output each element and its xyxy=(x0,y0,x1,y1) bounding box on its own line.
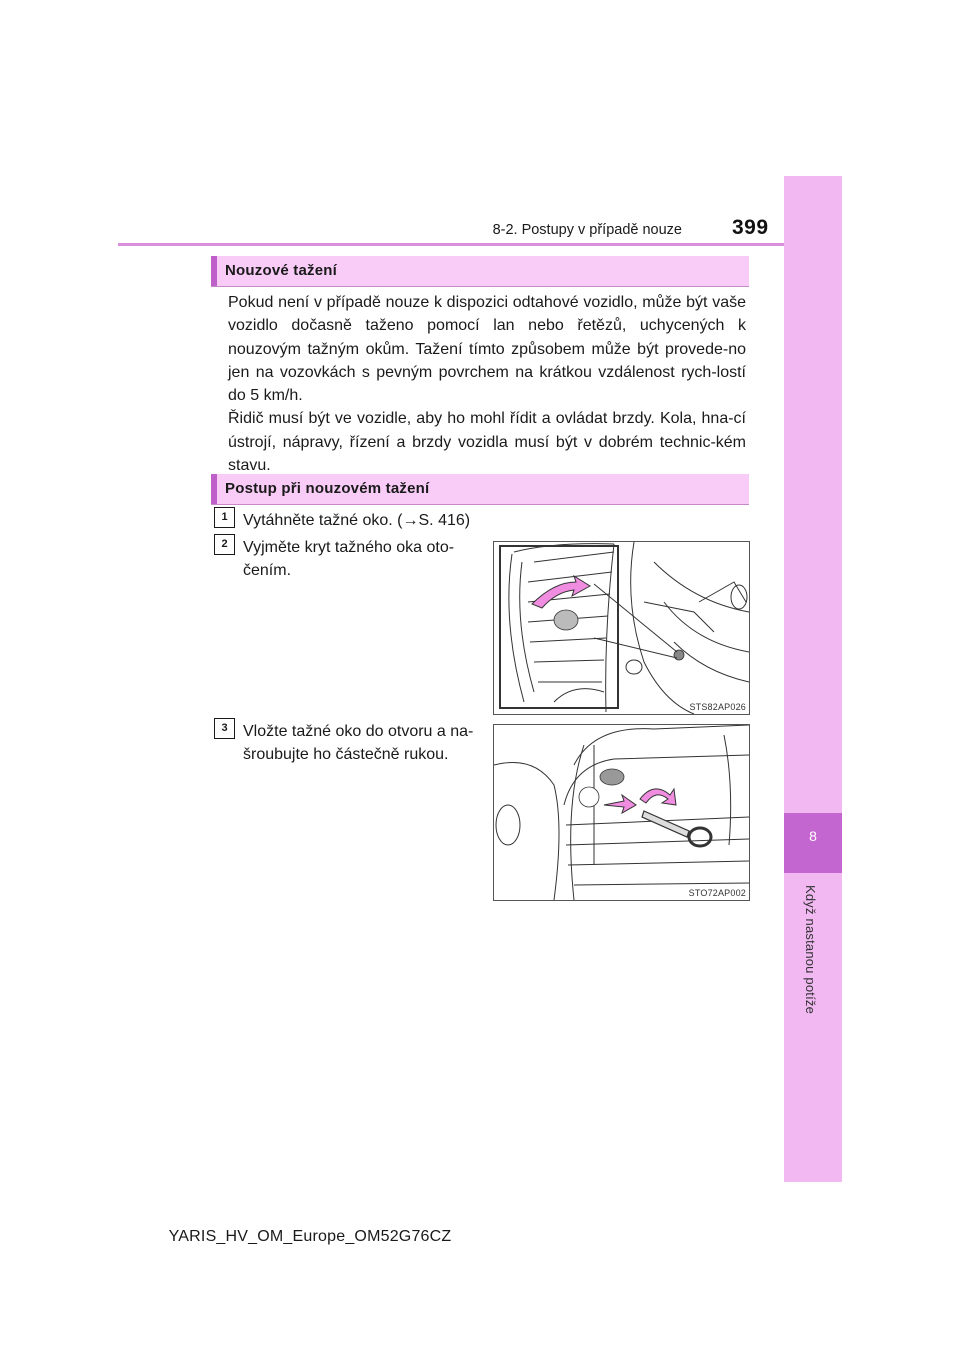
intro-paragraph-1: Pokud není v případě nouze k dispozici odtahové vozidlo, může být vaše vozidlo dočasně taženo pomocí lan nebo řetězů, uchycených k nouzovým tažným okům. Tažení tímto způsobem může být provede-no jen na vozovkách s pevným povrchem na krátkou vzdálenost rych-lostí do 5 km/h. xyxy=(228,294,746,405)
intro-text xyxy=(228,291,746,477)
chapter-tab xyxy=(784,176,842,1182)
header-section-title: 8-2. Postupy v případě nouze xyxy=(492,222,682,238)
figure-insert-tow-hook-drawing xyxy=(494,725,749,900)
figure-code: STO72AP002 xyxy=(688,888,746,898)
section-heading-emergency-towing xyxy=(211,256,749,287)
figure-remove-cover-drawing xyxy=(494,542,749,714)
header-rule xyxy=(118,243,784,246)
section-heading-text: Postup při nouzovém tažení xyxy=(225,480,430,497)
intro-paragraph-2: Řidič musí být ve vozidle, aby ho mohl řídit a ovládat brzdy. Kola, hna-cí ústrojí, nápravy, řízení a brzdy vozidla musí být v dobrém technic-kém stavu. xyxy=(228,410,746,475)
step-3-text-line-1: Vložte tažné oko do otvoru a na- xyxy=(243,723,474,740)
figure-remove-cover xyxy=(493,541,750,715)
step-3-text xyxy=(243,720,473,766)
step-1-text: Vytáhněte tažné oko. (→S. 416) xyxy=(243,512,471,529)
step-2-number: 2 xyxy=(214,534,235,555)
section-heading-towing-procedure xyxy=(211,474,749,505)
chapter-label: Když nastanou potíže xyxy=(803,885,818,1015)
step-2-text-line-1: Vyjměte kryt tažného oka oto- xyxy=(243,539,455,556)
document-code-footer: YARIS_HV_OM_Europe_OM52G76CZ xyxy=(168,1228,452,1245)
step-3-number: 3 xyxy=(214,718,235,739)
step-2-text xyxy=(243,536,454,582)
chapter-number: 8 xyxy=(809,828,817,844)
step-2-text-line-2: čením. xyxy=(243,562,292,579)
step-1-number: 1 xyxy=(214,507,235,528)
step-3-text-line-2: šroubujte ho částečně rukou. xyxy=(243,746,449,763)
figure-insert-tow-hook xyxy=(493,724,750,901)
page-number: 399 xyxy=(732,216,769,239)
figure-code: STS82AP026 xyxy=(689,702,746,712)
section-heading-text: Nouzové tažení xyxy=(225,262,337,279)
